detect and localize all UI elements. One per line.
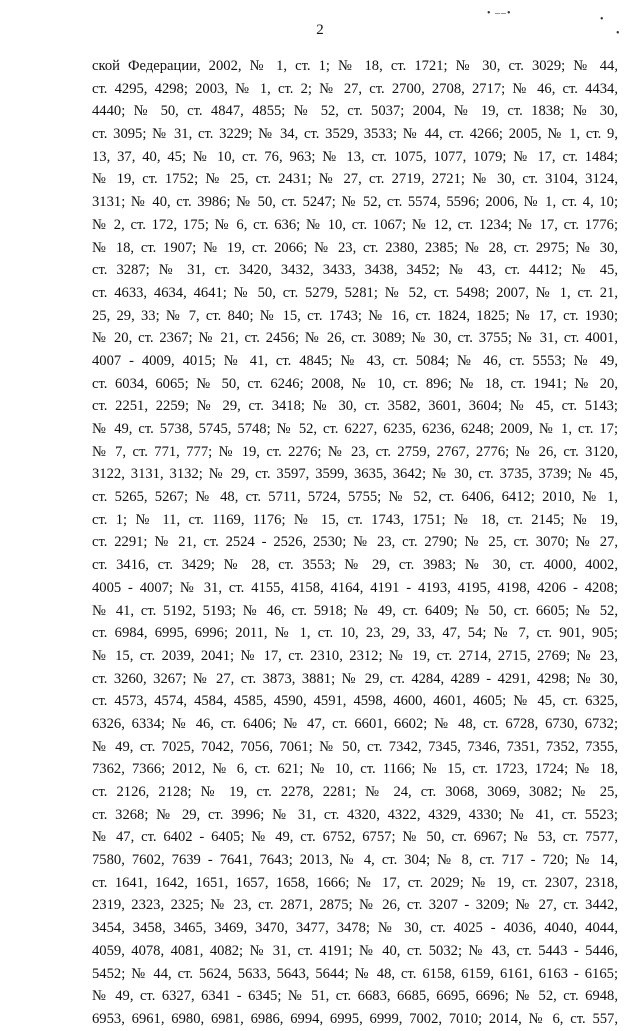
scan-artifact-mark: • ––• <box>487 8 512 19</box>
text-line: 3122, 3131, 3132; № 29, ст. 3597, 3599, 3635, 3642; № 30, ст. 3735, 3739; № 45, <box>92 466 618 483</box>
text-line: № 15, ст. 2039, 2041; № 17, ст. 2310, 2312; № 19, ст. 2714, 2715, 2769; № 23, <box>92 647 618 664</box>
text-line: 7362, 7366; 2012, № 6, ст. 621; № 10, ст. 1166; № 15, ст. 1723, 1724; № 18, <box>92 761 618 778</box>
text-line: ст. 4295, 4298; 2003, № 1, ст. 2; № 27, ст. 2700, 2708, 2717; № 46, ст. 4434, <box>92 80 618 97</box>
text-line: 4007 - 4009, 4015; № 41, ст. 4845; № 43, ст. 5084; № 46, ст. 5553; № 49, <box>92 352 618 369</box>
text-line: 25, 29, 33; № 7, ст. 840; № 15, ст. 1743; № 16, ст. 1824, 1825; № 17, ст. 1930; <box>92 307 618 324</box>
text-line: № 47, ст. 6402 - 6405; № 49, ст. 6752, 6757; № 50, ст. 6967; № 53, ст. 7577, <box>92 829 618 846</box>
text-line: 5452; № 44, ст. 5624, 5633, 5643, 5644; № 48, ст. 6158, 6159, 6161, 6163 - 6165; <box>92 965 618 982</box>
text-line: 7580, 7602, 7639 - 7641, 7643; 2013, № 4, ст. 304; № 8, ст. 717 - 720; № 14, <box>92 852 618 869</box>
text-line: ст. 3416, ст. 3429; № 28, ст. 3553; № 29, ст. 3983; № 30, ст. 4000, 4002, <box>92 557 618 574</box>
text-line: ст. 2251, 2259; № 29, ст. 3418; № 30, ст. 3582, 3601, 3604; № 45, ст. 5143; <box>92 398 618 415</box>
text-line: ст. 3287; № 31, ст. 3420, 3432, 3433, 3438, 3452; № 43, ст. 4412; № 45, <box>92 262 618 279</box>
text-line: 3131; № 40, ст. 3986; № 50, ст. 5247; № 52, ст. 5574, 5596; 2006, № 1, ст. 4, 10; <box>92 194 618 211</box>
text-line: ст. 2291; № 21, ст. 2524 - 2526, 2530; № 23, ст. 2790; № 25, ст. 3070; № 27, <box>92 534 618 551</box>
text-line: № 49, ст. 7025, 7042, 7056, 7061; № 50, ст. 7342, 7345, 7346, 7351, 7352, 7355, <box>92 738 618 755</box>
page-number: 2 <box>316 22 324 38</box>
text-line: ст. 4573, 4574, 4584, 4585, 4590, 4591, 4598, 4600, 4601, 4605; № 45, ст. 6325, <box>92 693 618 710</box>
text-line: ст. 3268; № 29, ст. 3996; № 31, ст. 4320, 4322, 4329, 4330; № 41, ст. 5523; <box>92 806 618 823</box>
text-line: ст. 2126, 2128; № 19, ст. 2278, 2281; № 24, ст. 3068, 3069, 3082; № 25, <box>92 784 618 800</box>
text-line: № 49, ст. 5738, 5745, 5748; № 52, ст. 6227, 6235, 6236, 6248; 2009, № 1, ст. 17; <box>92 421 618 437</box>
scan-artifact-dot: • <box>616 28 620 39</box>
text-line: ст. 3260, 3267; № 27, ст. 3873, 3881; № 29, ст. 4284, 4289 - 4291, 4298; № 30, <box>92 670 618 687</box>
text-line: 6953, 6961, 6980, 6981, 6986, 6994, 6995, 6999, 7002, 7010; 2014, № 6, ст. 557, <box>92 1010 618 1027</box>
text-line: № 2, ст. 172, 175; № 6, ст. 636; № 10, ст. 1067; № 12, ст. 1234; № 17, ст. 1776; <box>92 216 618 233</box>
text-line: 4005 - 4007; № 31, ст. 4155, 4158, 4164, 4191 - 4193, 4195, 4198, 4206 - 4208; <box>92 579 618 596</box>
text-line: 4440; № 50, ст. 4847, 4855; № 52, ст. 5037; 2004, № 19, ст. 1838; № 30, <box>92 103 618 120</box>
text-line: ст. 1; № 11, ст. 1169, 1176; № 15, ст. 1743, 1751; № 18, ст. 2145; № 19, <box>92 511 618 528</box>
text-line: 2319, 2323, 2325; № 23, ст. 2871, 2875; № 26, ст. 3207 - 3209; № 27, ст. 3442, <box>92 897 618 914</box>
text-line: № 19, ст. 1752; № 25, ст. 2431; № 27, ст. 2719, 2721; № 30, ст. 3104, 3124, <box>92 171 618 188</box>
text-line: № 20, ст. 2367; № 21, ст. 2456; № 26, ст. 3089; № 30, ст. 3755; № 31, ст. 4001, <box>92 330 618 347</box>
text-line: 4059, 4078, 4081, 4082; № 31, ст. 4191; № 40, ст. 5032; № 43, ст. 5443 - 5446, <box>92 942 618 959</box>
text-line: ст. 6034, 6065; № 50, ст. 6246; 2008, № 10, ст. 896; № 18, ст. 1941; № 20, <box>92 375 618 392</box>
text-line: 3454, 3458, 3465, 3469, 3470, 3477, 3478; № 30, ст. 4025 - 4036, 4040, 4044, <box>92 920 618 937</box>
text-line: ской Федерации, 2002, № 1, ст. 1; № 18, ст. 1721; № 30, ст. 3029; № 44, <box>92 58 618 74</box>
text-line: 13, 37, 40, 45; № 10, ст. 76, 963; № 13, ст. 1075, 1077, 1079; № 17, ст. 1484; <box>92 148 618 165</box>
text-line: ст. 6984, 6995, 6996; 2011, № 1, ст. 10, 23, 29, 33, 47, 54; № 7, ст. 901, 905; <box>92 625 618 642</box>
text-line: 6326, 6334; № 46, ст. 6406; № 47, ст. 6601, 6602; № 48, ст. 6728, 6730, 6732; <box>92 715 618 732</box>
text-line: № 49, ст. 6327, 6341 - 6345; № 51, ст. 6683, 6685, 6695, 6696; № 52, ст. 6948, <box>92 988 618 1005</box>
document-body <box>92 55 618 1031</box>
text-line: № 41, ст. 5192, 5193; № 46, ст. 5918; № 49, ст. 6409; № 50, ст. 6605; № 52, <box>92 602 618 619</box>
text-line: ст. 1641, 1642, 1651, 1657, 1658, 1666; № 17, ст. 2029; № 19, ст. 2307, 2318, <box>92 874 618 891</box>
text-line: ст. 4633, 4634, 4641; № 50, ст. 5279, 5281; № 52, ст. 5498; 2007, № 1, ст. 21, <box>92 284 618 301</box>
text-line: № 18, ст. 1907; № 19, ст. 2066; № 23, ст. 2380, 2385; № 28, ст. 2975; № 30, <box>92 239 618 256</box>
text-line: ст. 5265, 5267; № 48, ст. 5711, 5724, 5755; № 52, ст. 6406, 6412; 2010, № 1, <box>92 489 618 506</box>
text-line: № 7, ст. 771, 777; № 19, ст. 2276; № 23, ст. 2759, 2767, 2776; № 26, ст. 3120, <box>92 443 618 460</box>
text-line: ст. 3095; № 31, ст. 3229; № 34, ст. 3529, 3533; № 44, ст. 4266; 2005, № 1, ст. 9, <box>92 126 618 143</box>
scan-artifact-dot: • <box>600 14 604 25</box>
